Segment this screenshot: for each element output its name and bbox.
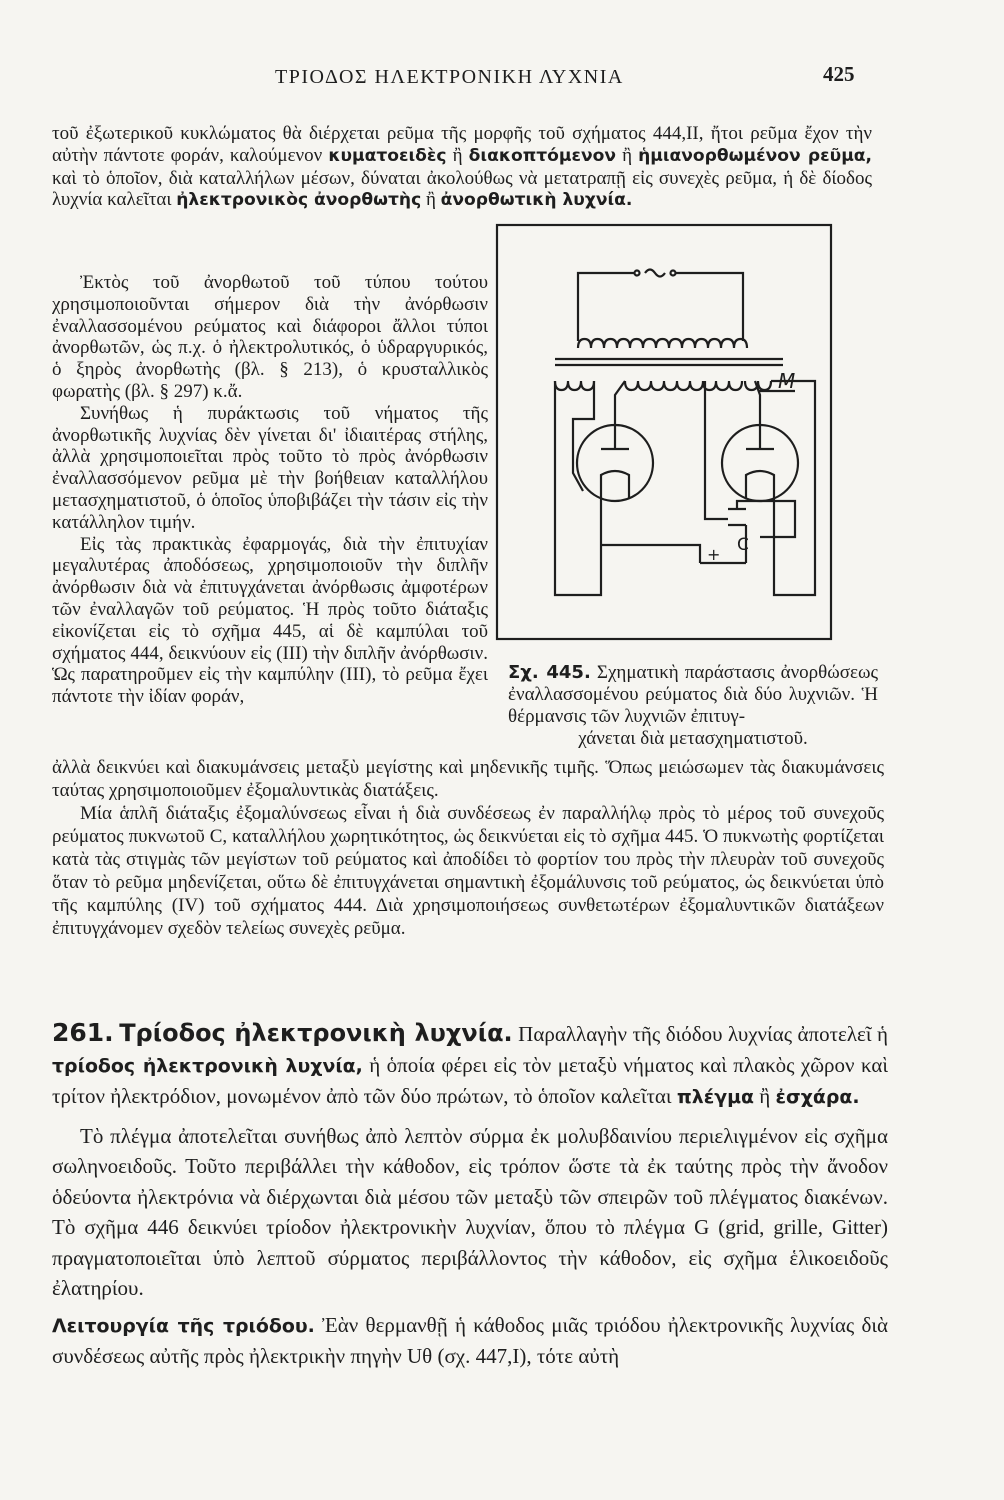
- plus-sign: +: [707, 545, 721, 564]
- wire: [675, 273, 743, 341]
- text-run: ἢ: [616, 144, 639, 166]
- paragraph-operation: [52, 1310, 888, 1372]
- term-bold: κυματοειδὲς: [328, 145, 447, 166]
- minus-sign: −: [711, 509, 725, 528]
- caption-text: Σχηματικὴ παράστασις ἀνορθώσεως ἐναλλασσομένου ρεύματος διὰ δύο λυχνιῶν. Ἡ θέρμανσις τῶν λυχνιῶν ἐπιτυγ-: [508, 662, 879, 727]
- text-run: Παραλλαγὴν τῆς διόδου λυχνίας ἀποτελεῖ ἡ: [512, 1022, 889, 1046]
- terminal: [671, 271, 676, 276]
- term-bold: πλέγμα: [676, 1086, 754, 1108]
- wire: [615, 381, 625, 449]
- term-bold: ἐσχάρα.: [775, 1086, 860, 1108]
- left-column: [52, 188, 488, 708]
- subheading: Λειτουργία τῆς τριόδου.: [52, 1314, 315, 1337]
- term-bold: ἡμιανορθωμένον ρεῦμα,: [638, 145, 873, 166]
- text-run: τοῦ ἐξωτερικοῦ κυκλώματος θὰ διέρχεται ρεῦμα τῆς μορφῆς τοῦ σχήματος 444,II, ἤτοι ρεῦμα ἔχον τὴν αὐτὴν πάντοτε φοράν, καλούμενον: [52, 123, 872, 166]
- terminal: [635, 271, 640, 276]
- filament-left: [601, 471, 629, 499]
- caption-label: Σχ. 445.: [508, 662, 591, 683]
- filament-right: [746, 471, 774, 499]
- term-bold: διακοπτόμενον: [468, 145, 617, 166]
- text-run: Ἐὰν θερμανθῇ ἡ κάθοδος μιᾶς τριόδου ἠλεκτρονικῆς λυχνίας διὰ συνδέσεως αὐτῆς πρὸς ἠλεκτρικὴν πηγὴν Uθ (σχ. 447,I), τότε αὐτὴ: [52, 1312, 889, 1368]
- term-bold: ἠλεκτρονικὸς ἀνορθωτὴς: [176, 190, 422, 211]
- capacitor-label: C: [737, 535, 749, 555]
- wire: [578, 273, 635, 341]
- section-intro: [52, 1018, 888, 1113]
- text-run: ἢ: [753, 1084, 776, 1108]
- text-run: ἡ ὁποία φέρει εἰς τὸν μεταξὺ νήματος καὶ πλακὸς χῶρον καὶ τρίτον ἠλεκτρόδιον, μονωμένον ἀπὸ τῶν δύο πρώτων, τὸ ὁποῖον καλεῖται: [52, 1052, 888, 1108]
- heater-winding-left: [555, 381, 594, 390]
- page-header: [0, 62, 1004, 92]
- figure-caption: [508, 662, 878, 750]
- paragraph: Μία ἁπλῆ διάταξις ἐξομαλύνσεως εἶναι ἡ διὰ συνδέσεως ἐν παραλλήλῳ πρὸς τὸ μέρος τοῦ συνεχοῦς ρεύματος πυκνωτοῦ C, καταλλήλου χωρητικότητος, ὡς δεικνύεται εἰς τὸ σχῆμα 445. Ὁ πυκνωτὴς φορτίζεται κατὰ τὰς στιγμὰς τῶν μεγίστων τοῦ ρεύματος καὶ ἀποδίδει τὸ φορτίον του πρὸς τὴν πλευρὰν τοῦ συνεχοῦς ὅταν τὸ ρεῦμα μηδενίζεται, οὕτω δὲ ἐπιτυγχάνεται σημαντικὴ ἐξομάλυνσις τοῦ ρεύματος, ὡς δεικνύεται ὑπὸ τῆς καμπύλης (IV) τοῦ σχήματος 444. Διὰ χρησιμοποιήσεως συνθετωτέρων ἐξομαλυντικῶν διατάξεων ἐπιτυγχάνομεν σχεδὸν τελείως συνεχὲς ρεῦμα.: [52, 803, 884, 939]
- lower-text: [52, 756, 884, 940]
- ac-source-symbol: [645, 270, 665, 277]
- circuit-diagram: [495, 223, 835, 643]
- wire: [601, 545, 700, 563]
- paragraph: Ἐκτὸς τοῦ ἀνορθωτοῦ τοῦ τύπου τούτου χρησιμοποιοῦνται σήμερον διὰ τὴν ἀνόρθωσιν ἐναλλασσομένου ρεύματος καὶ διάφοροι ἄλλοι τύποι ἀνορθωτῶν, ὡς π.χ. ὁ ἠλεκτρολυτικός, ὁ ὑδραργυρικός, ὁ ξηρὸς ἀνορθωτὴς (βλ. § 213), ὁ κρυσταλλικὸς φωρατὴς (βλ. § 297) κ.ἄ.: [52, 272, 488, 402]
- secondary-winding: [625, 381, 742, 390]
- term-bold: ἀνορθωτικὴ λυχνία.: [440, 190, 633, 211]
- section-number: 261.: [52, 1018, 114, 1047]
- figure-445: [495, 223, 835, 643]
- term-bold: τρίοδος ἠλεκτρονικὴ λυχνία,: [52, 1054, 363, 1077]
- wire: [573, 381, 594, 491]
- caption-last-line: χάνεται διὰ μετασχηματιστοῦ.: [578, 728, 808, 749]
- paragraph: Συνήθως ἡ πυράκτωσις τοῦ νήματος τῆς ἀνορθωτικῆς λυχνίας δὲν γίνεται δι' ἰδιαιτέρας στήλης, ἀλλὰ χρησιμοποιεῖται πρὸς τοῦτο τὸ πρὸς ἀνόρθωσιν ἐναλλασσόμενον ρεῦμα μὲ τὴν βοήθειαν καταλλήλου μετασχηματιστοῦ, ὁ ὁποῖος ὑποβιβάζει τὴν τάσιν εἰς τὴν κατάλληλον τιμήν.: [52, 402, 488, 533]
- paragraph: Εἰς τὰς πρακτικὰς ἐφαρμογάς, διὰ τὴν ἐπιτυχίαν μεγαλυτέρας ἀποδόσεως, χρησιμοποιοῦν τὴν διπλῆν ἀνόρθωσιν διὰ νὰ ἐπιτυγχάνεται ἀνόρθωσις ἀμφοτέρων τῶν ἐναλλαγῶν τοῦ ρεύματος. Ἡ πρὸς τοῦτο διάταξις εἰκονίζεται εἰς τὸ σχῆμα 445, αἱ δὲ καμπύλαι τοῦ σχήματος 444, δεικνύουν εἰς (III) τὴν διπλῆν ἀνόρθωσιν. Ὡς παρατηροῦμεν εἰς τὴν καμπύλην (III), τὸ ρεῦμα ἔχει πάντοτε τὴν ἰδίαν φοράν,: [52, 533, 488, 708]
- wire: [771, 381, 815, 595]
- section-261: [52, 1018, 888, 1372]
- text-run: ἢ: [446, 144, 469, 166]
- transformer-label: M: [778, 369, 796, 393]
- paragraph: Τὸ πλέγμα ἀποτελεῖται συνήθως ἀπὸ λεπτὸν σύρμα ἐκ μολυβδαινίου περιελιγμένον εἰς σχῆμα σωληνοειδοῦς. Τοῦτο περιβάλλει τὴν κάθοδον, εἰς τρόπον ὥστε τὰ ἐκ ταύτης πρὸς τὴν ἄνοδον ὁδεύοντα ἠλεκτρόνια νὰ διέρχωνται διὰ μέσου τῶν μεταξὺ τῶν σπειρῶν τοῦ πλέγματος διακένων. Τὸ σχῆμα 446 δεικνύει τρίοδον ἠλεκτρονικὴν λυχνίαν, ὅπου τὸ πλέγμα G (grid, grille, Gitter) πραγματοποιεῖται ὑπὸ λεπτοῦ σύρματος περιβάλλοντος τὴν κάθοδον, εἰς σχῆμα ἑλικοειδοῦς ἐλατηρίου.: [52, 1123, 888, 1300]
- section-title: Τρίοδος ἠλεκτρονικὴ λυχνία.: [119, 1019, 513, 1047]
- primary-winding: [578, 339, 747, 348]
- running-title: ΤΡΙΟΔΟΣ ΗΛΕΚΤΡΟΝΙΚΗ ΛΥΧΝΙΑ: [275, 66, 624, 88]
- paragraph: ἀλλὰ δεικνύει καὶ διακυμάνσεις μεταξὺ μεγίστης καὶ μηδενικῆς τιμῆς. Ὅπως μειώσωμεν τὰς διακυμάνσεις ταύτας χρησιμοποιοῦμεν ἐξομαλυντικὰς διατάξεις.: [52, 757, 884, 801]
- page-number: 425: [823, 62, 855, 86]
- text-run: ἢ: [421, 189, 441, 211]
- text-run: καὶ τὸ ὁποῖον, διὰ καταλλήλων μέσων, δύναται ἀκολούθως νὰ μετατραπῇ εἰς συνεχὲς ρεῦμα, ἡ δὲ δίοδος λυχνία καλεῖται: [52, 167, 872, 211]
